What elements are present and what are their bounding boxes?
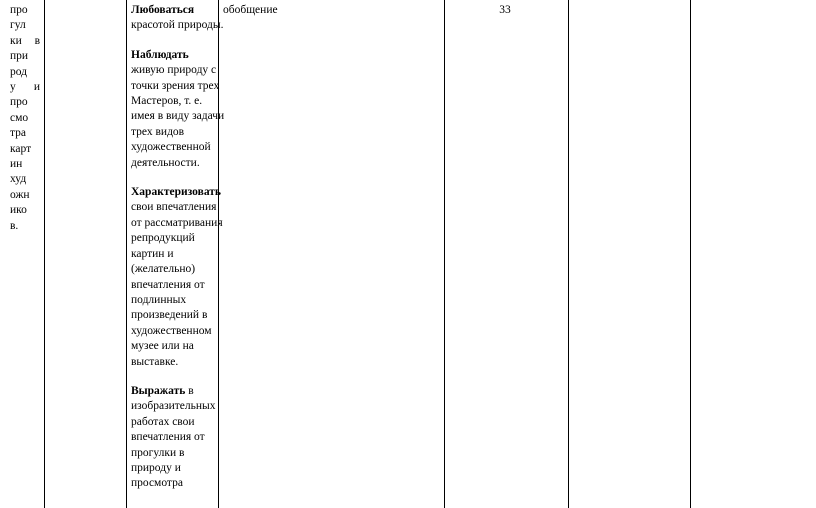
- activity-verb: Любоваться: [131, 4, 195, 16]
- lesson-topic-cell: [10, 3, 40, 234]
- column-divider: [444, 0, 445, 508]
- topic-line: худ: [10, 173, 27, 186]
- topic-line: ки в: [10, 34, 40, 47]
- topic-line: смо: [10, 111, 29, 124]
- activity-verb: Наблюдать: [131, 48, 189, 61]
- column-divider: [568, 0, 569, 508]
- activity-block: [131, 48, 225, 171]
- topic-line: у и: [10, 81, 40, 94]
- topic-line: ин: [10, 158, 23, 171]
- activity-text: живую природу с точки зрения трех Мастеров, т. е. имея в виду задачи трех видов художественной деятельности.: [131, 64, 225, 169]
- activity-verb: Характеризовать: [131, 186, 222, 199]
- topic-line: тра: [10, 127, 27, 140]
- activity-block: [131, 384, 225, 492]
- activity-text: в изобразительных работах свои впечатления от прогулки в природу и просмотра: [131, 384, 216, 490]
- topic-line: гул: [10, 19, 26, 32]
- column-divider: [126, 0, 127, 508]
- topic-line: род: [10, 65, 28, 78]
- column-divider: [690, 0, 691, 508]
- lesson-type-cell: обобщение: [223, 4, 278, 16]
- activity-verb: Выражать: [131, 384, 186, 397]
- topic-line: ожн: [10, 188, 30, 201]
- activity-block: [131, 185, 225, 370]
- activity-text: красотой природы.: [131, 19, 224, 32]
- topic-line: про: [10, 96, 28, 109]
- activity-block: [131, 3, 225, 34]
- topic-line: при: [10, 50, 29, 63]
- topic-line: карт: [10, 142, 32, 155]
- topic-line: про: [10, 4, 28, 16]
- topic-line: ико: [10, 204, 27, 217]
- topic-line: в.: [10, 219, 19, 232]
- column-divider: [44, 0, 45, 508]
- activity-text: свои впечатления от рассматривания репродукций картин и (желательно) впечатления от подлинных произведений в художественном музее или на выставке.: [131, 201, 223, 368]
- student-activities-cell: [131, 3, 225, 506]
- lesson-number-cell: 33: [499, 4, 511, 16]
